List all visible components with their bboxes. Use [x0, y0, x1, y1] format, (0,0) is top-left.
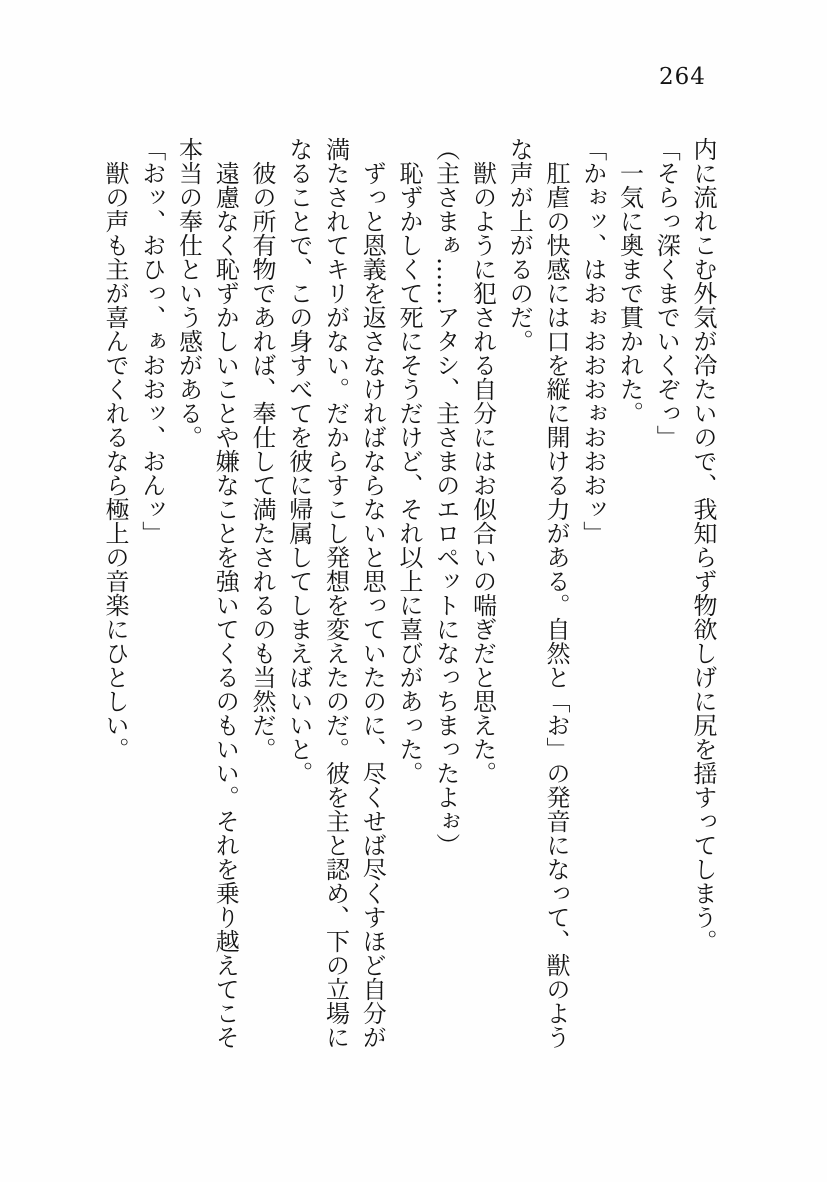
- paragraph: 彼の所有物であれば、奉仕して満たされるのも当然だ。: [248, 161, 276, 761]
- page-number: 264: [659, 64, 706, 90]
- paragraph: 一気に奥まで貫かれた。: [615, 161, 644, 425]
- paragraph: 「かぉッ、はおぉおおおぉおおおッ」: [578, 137, 607, 545]
- paragraph: 獣の声も主が喜んでくれるなら極上の音楽にひとしい。: [101, 161, 129, 761]
- paragraph: （主さまぁ……アタシ、主さまのエロペットになっちまったよぉ）: [431, 137, 460, 857]
- paragraph: 肛虐の快感には口を縦に開ける力がある。自然と「お」の発音になって、獣のような声が上がるのだ。: [505, 137, 570, 1049]
- paragraph: 内に流れこむ外気が冷たいので、我知らず物欲しげに尻を揺すってしまう。: [689, 137, 717, 953]
- paragraph: ずっと恩義を返さなければならないと思っていたのに、尽くせば尽くすほど自分が満たされてキリがない。だからすこし発想を変えたのだ。彼を主と認め、下の立場になることで、この身すべてを彼に帰属してしまえばいいと。: [284, 137, 387, 1049]
- paragraph: 獣のように犯される自分にはお似合いの喘ぎだと思えた。: [468, 161, 497, 785]
- paragraph: 「おッ、おひっ、ぁおおッ、おんッ」: [137, 137, 166, 545]
- paragraph: 恥ずかしくて死にそうだけど、それ以上に喜びがあった。: [395, 161, 423, 785]
- paragraph: 遠慮なく恥ずかしいことや嫌なことを強いてくるのもいい。それを乗り越えてこそ本当の奉仕という感がある。: [174, 137, 240, 1049]
- paragraph: 「そらっ深くまでいくぞっ」: [652, 137, 681, 449]
- text-block: [96, 137, 721, 1063]
